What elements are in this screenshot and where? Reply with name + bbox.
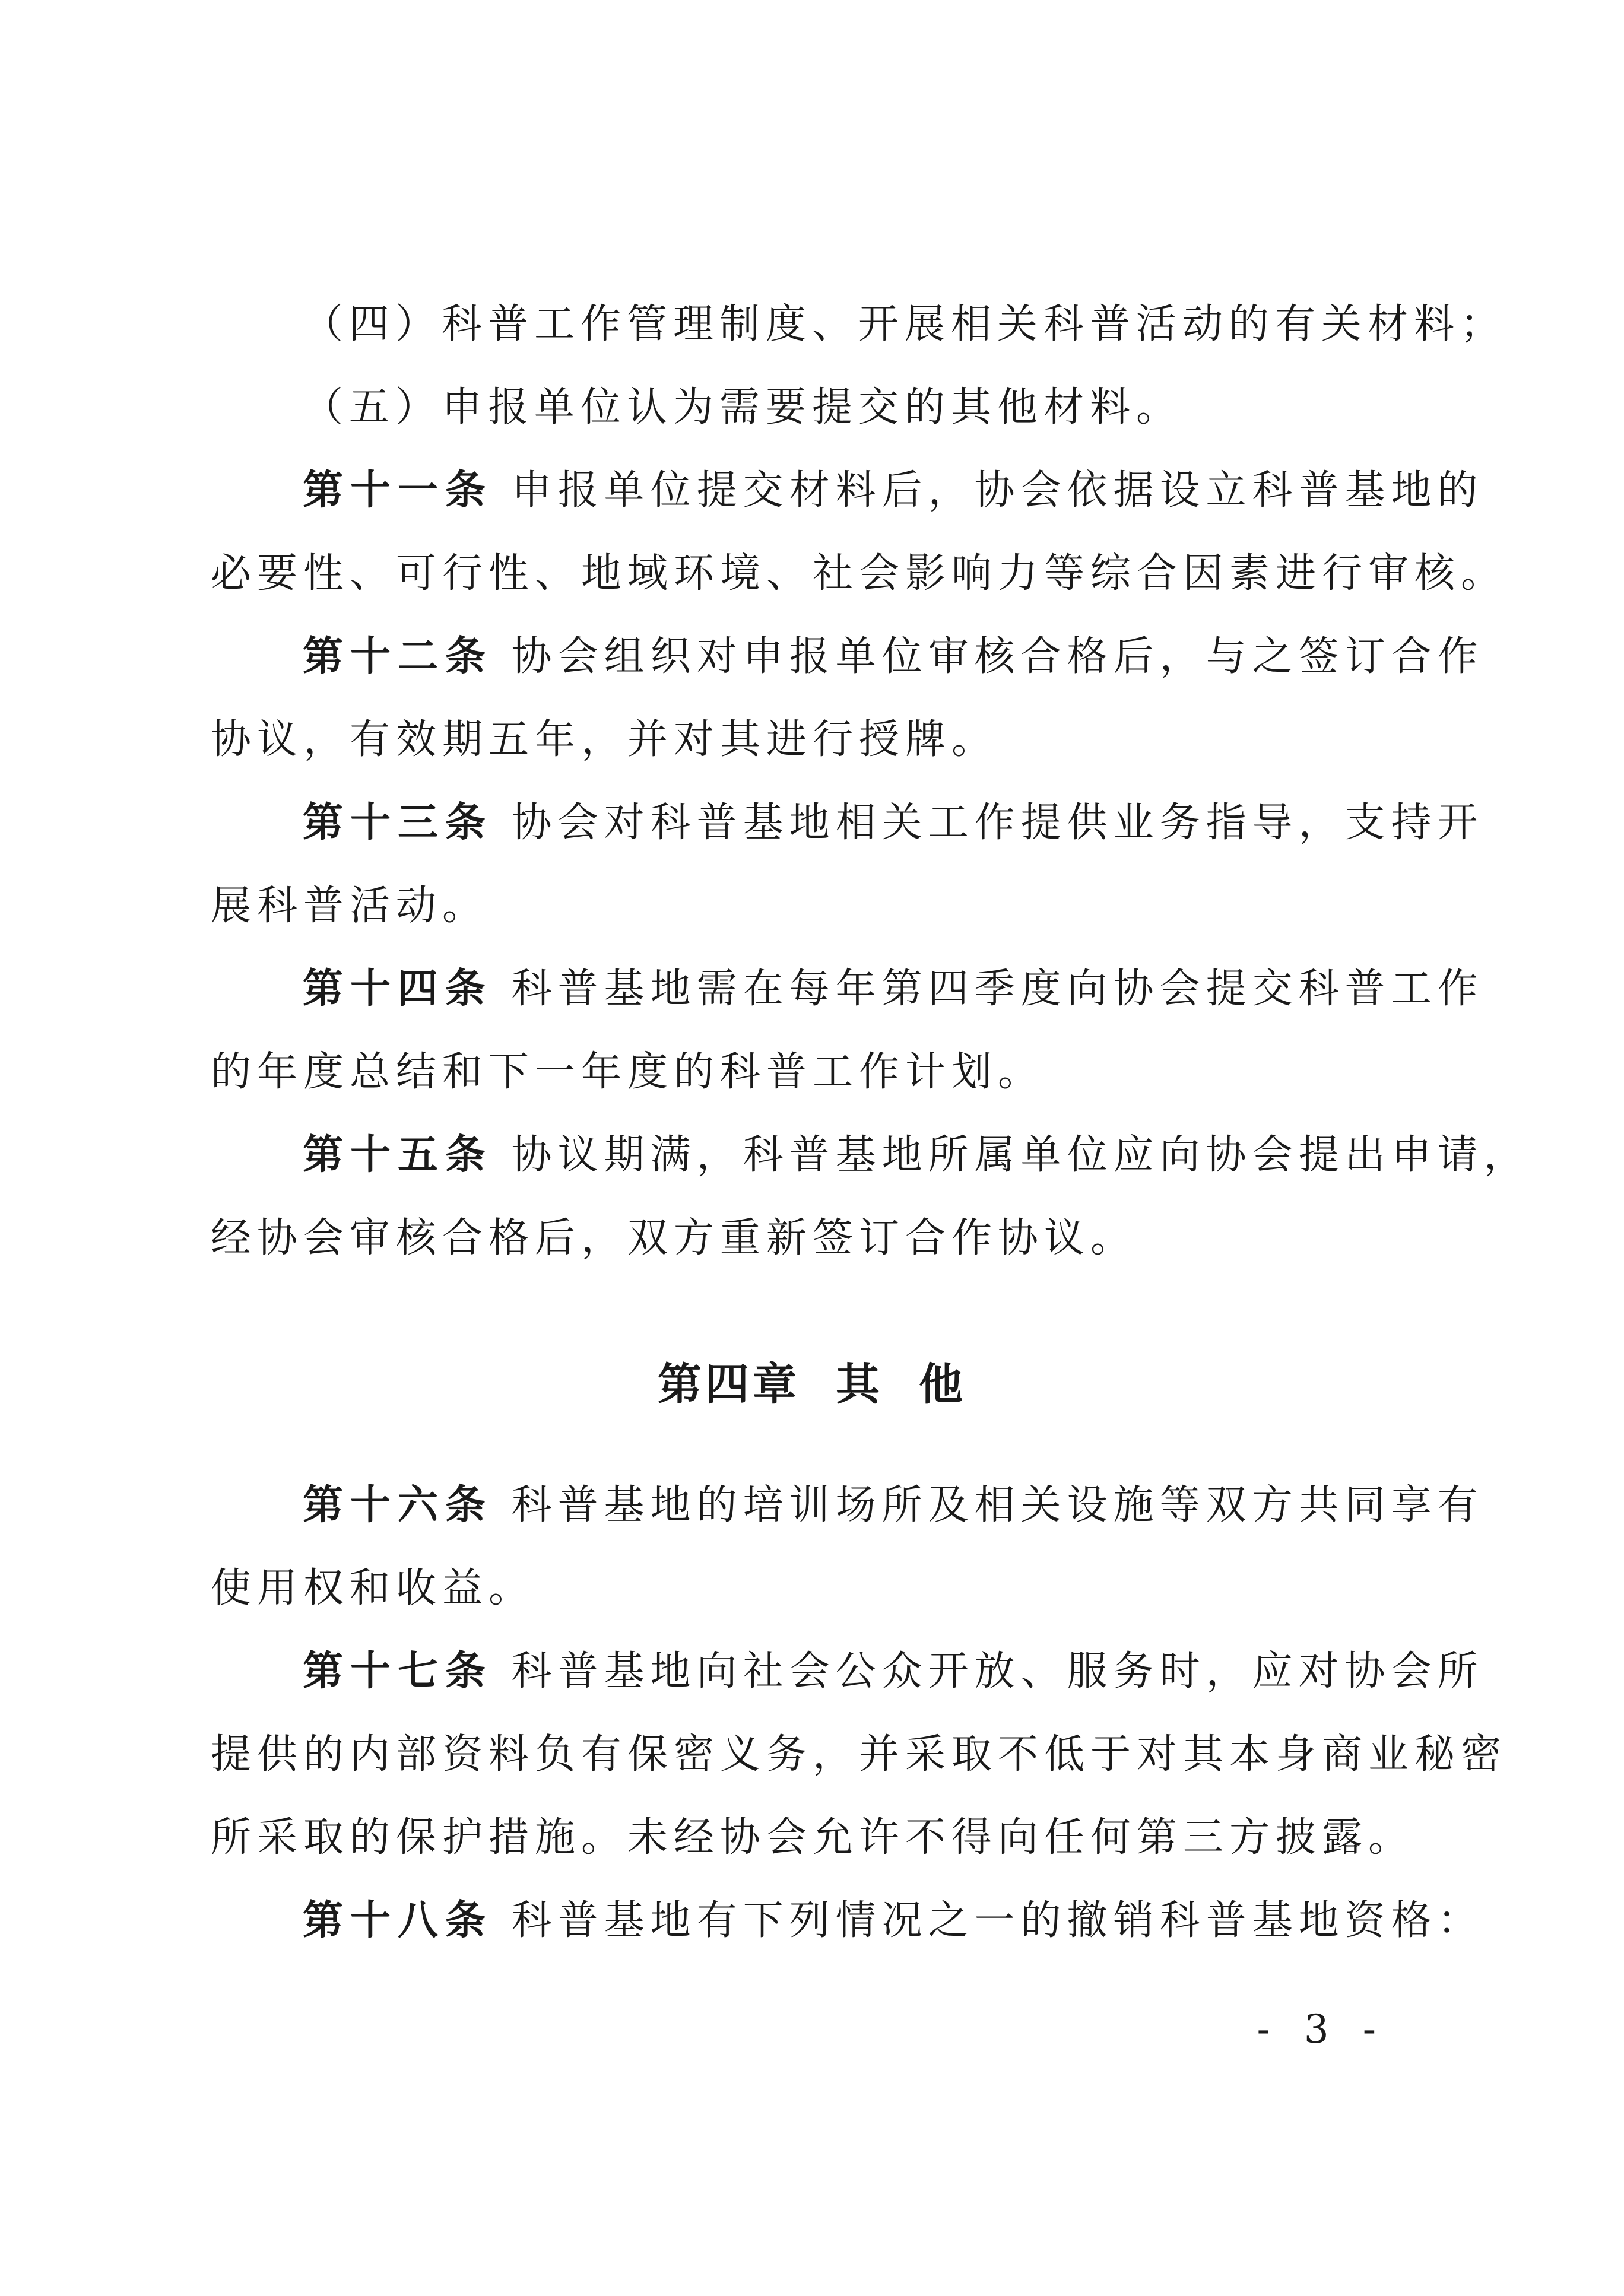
article-12-text-2: 协议，有效期五年，并对其进行授牌。: [211, 716, 998, 763]
article-14-text-2: 的年度总结和下一年度的科普工作计划。: [211, 1049, 1045, 1095]
chapter-four-title-char-2: 他: [919, 1359, 966, 1410]
article-16-line-2: [211, 1559, 1416, 1618]
article-17-line-3: [211, 1808, 1416, 1868]
article-16-heading: 第十六条: [303, 1482, 493, 1529]
article-11-text-1: 申报单位提交材料后，协会依据设立科普基地的: [511, 467, 1484, 514]
chapter-four-title-char-1: 其: [836, 1359, 883, 1410]
article-11-line-2: [211, 544, 1508, 604]
article-14-heading: 第十四条: [303, 966, 493, 1012]
article-13-text-2: 展科普活动。: [211, 882, 489, 929]
article-16-text-1: 科普基地的培训场所及相关设施等双方共同享有: [511, 1482, 1484, 1529]
article-15-heading: 第十五条: [303, 1132, 493, 1179]
article-11-heading: 第十一条: [303, 467, 493, 514]
article-15-text-2: 经协会审核合格后，双方重新签订合作协议。: [211, 1215, 1137, 1262]
chapter-four-heading: [0, 1355, 1624, 1414]
article-17-text-3: 所采取的保护措施。未经协会允许不得向任何第三方披露。: [211, 1814, 1415, 1861]
article-17-text-2: 提供的内部资料负有保密义务，并采取不低于对其本身商业秘密: [211, 1731, 1508, 1778]
article-12-line-2: [211, 710, 1416, 770]
article-16-line-1: [303, 1476, 1484, 1535]
article-17-line-1: [303, 1642, 1484, 1701]
article-14-text-1: 科普基地需在每年第四季度向协会提交科普工作: [511, 966, 1484, 1012]
article-14-line-1: [303, 960, 1484, 1019]
article-16-text-2: 使用权和收益。: [211, 1565, 535, 1612]
article-13-line-1: [303, 793, 1484, 853]
item-four: [303, 295, 1507, 354]
page-number: - 3 -: [1257, 2006, 1387, 2052]
chapter-four-number: 第四章: [658, 1359, 800, 1410]
article-12-line-1: [303, 627, 1484, 687]
article-17-heading: 第十七条: [303, 1648, 493, 1695]
article-15-text-1: 协议期满，科普基地所属单位应向协会提出申请，: [511, 1132, 1530, 1179]
article-12-heading: 第十二条: [303, 633, 493, 680]
article-18-heading: 第十八条: [303, 1897, 493, 1944]
article-11-text-2: 必要性、可行性、地域环境、社会影响力等综合因素进行审核。: [211, 550, 1508, 597]
article-17-line-2: [211, 1725, 1508, 1784]
article-15-line-1: [303, 1126, 1530, 1185]
item-four-text: （四）科普工作管理制度、开展相关科普活动的有关材料；: [303, 301, 1507, 348]
article-13-heading: 第十三条: [303, 799, 493, 846]
article-14-line-2: [211, 1043, 1416, 1102]
article-13-line-2: [211, 877, 1416, 936]
article-11-line-1: [303, 461, 1484, 520]
article-18-line-1: [303, 1891, 1484, 1951]
article-17-text-1: 科普基地向社会公众开放、服务时，应对协会所: [511, 1648, 1484, 1695]
item-five: [303, 378, 1416, 437]
article-18-text-1: 科普基地有下列情况之一的撤销科普基地资格：: [511, 1897, 1484, 1944]
article-13-text-1: 协会对科普基地相关工作提供业务指导，支持开: [511, 799, 1484, 846]
item-five-text: （五）申报单位认为需要提交的其他材料。: [303, 384, 1183, 431]
article-12-text-1: 协会组织对申报单位审核合格后，与之签订合作: [511, 633, 1484, 680]
article-15-line-2: [211, 1209, 1416, 1268]
